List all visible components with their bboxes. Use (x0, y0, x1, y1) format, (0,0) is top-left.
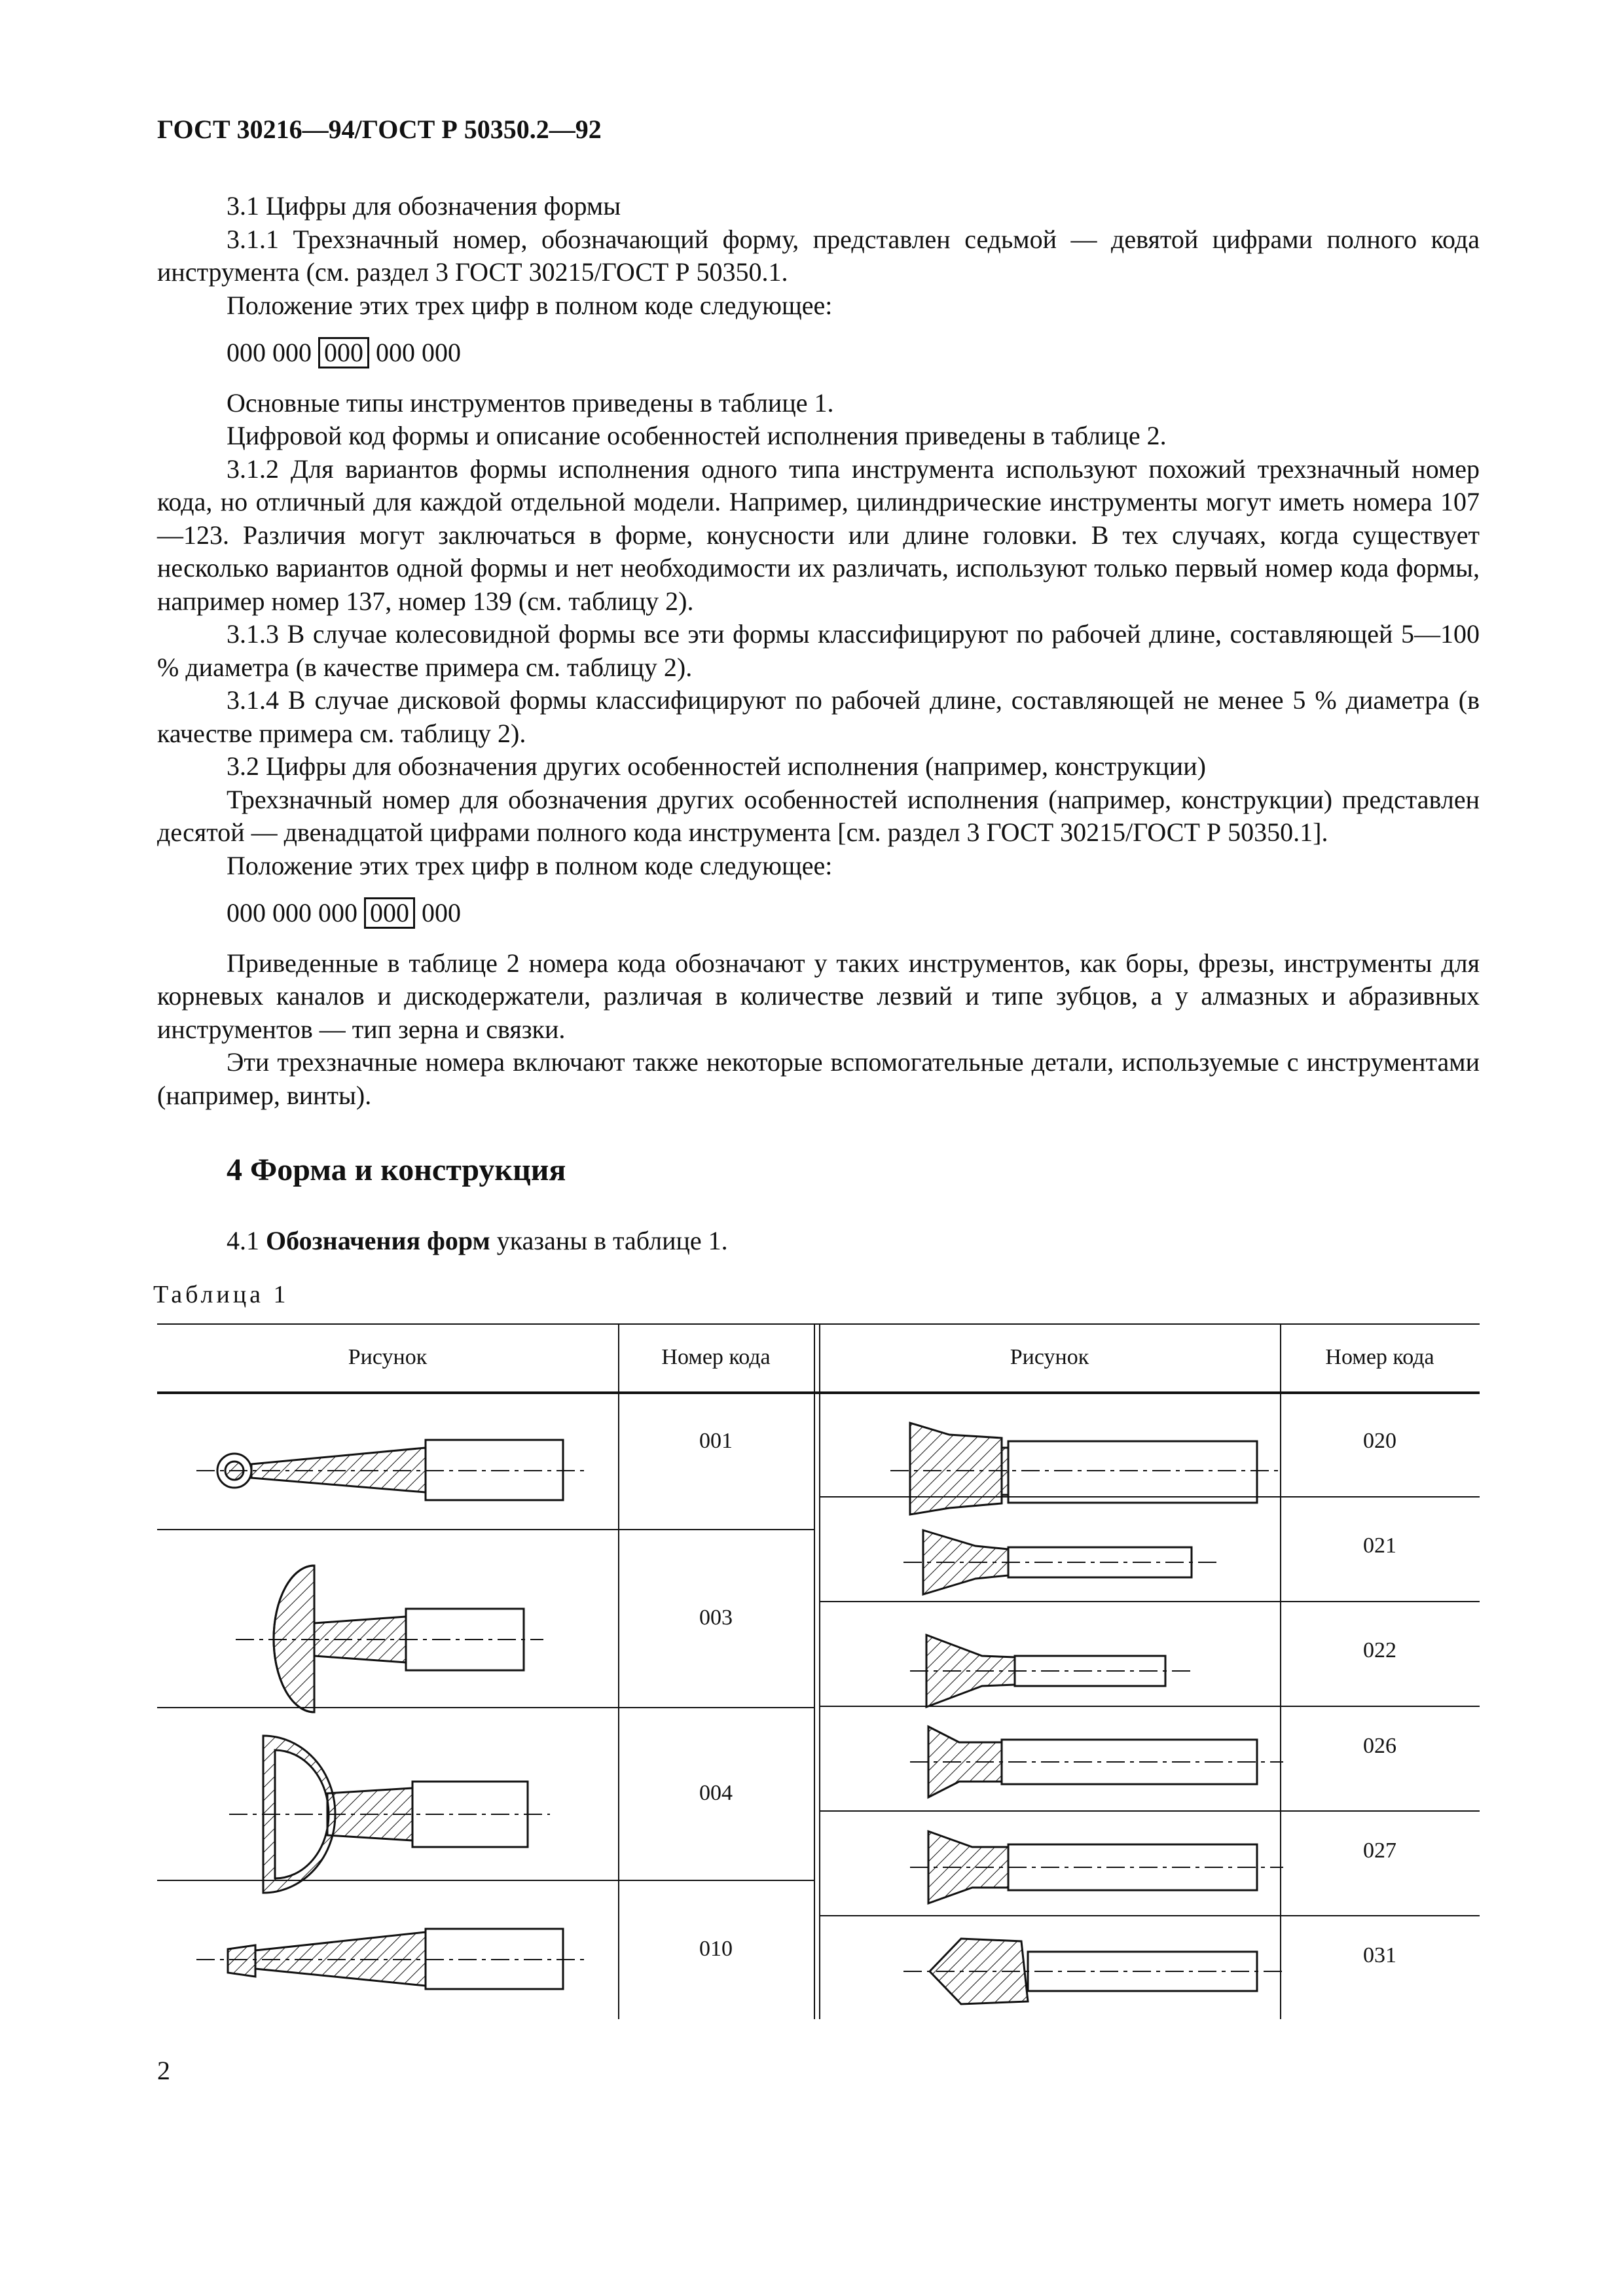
tool-003-drawing (236, 1566, 543, 1712)
tool-001-drawing (196, 1440, 589, 1500)
header-code: Номер кода (1325, 1345, 1434, 1369)
table-caption: Таблица 1 (153, 1281, 289, 1308)
tool-004-drawing (229, 1736, 550, 1893)
code-cell: 021 (1363, 1534, 1396, 1558)
code-cell: 010 (699, 1937, 733, 1961)
table-1 (157, 1323, 1480, 2019)
tool-031-drawing (903, 1939, 1283, 2004)
paragraph: 3.1 Цифры для обозначения формы (227, 191, 621, 221)
tool-drawings (157, 1323, 1480, 2019)
paragraph: 3.2 Цифры для обозначения других особенностей исполнения (например, конструкции) (227, 751, 1206, 781)
clause-4-1 (227, 1225, 728, 1256)
tool-027-drawing (910, 1831, 1283, 1903)
code-highlight: 000 (364, 897, 415, 929)
code-highlight: 000 (318, 337, 369, 368)
paragraph: 3.1.1 Трехзначный номер, обозначающий форму, представлен седьмой — девятой цифрами полного кода инструмента (см. раздел 3 ГОСТ 30215/ГОСТ Р 50350.1. (157, 224, 1480, 287)
code-position-1 (157, 336, 1480, 370)
clause-number: 4.1 (227, 1226, 259, 1255)
code-cell: 003 (699, 1605, 733, 1630)
paragraph: 3.1.2 Для вариантов формы исполнения одного типа инструмента используют похожий трехзначный номер кода, но отличный для каждой отдельной модели. Например, цилиндрические инструменты могут иметь номера 107—123. Различия могут заключаться в форме, конусности или длине головки. В тех случаях, когда существует несколько вариантов одной формы и нет необходимости их различать, используют только первый номер кода формы, например номер 137, номер 139 (см. таблицу 2). (157, 454, 1480, 616)
code-cell: 020 (1363, 1429, 1396, 1453)
body-text (157, 190, 1480, 1112)
clause-bold-term: Обозначения форм (266, 1226, 490, 1255)
code-position-2 (157, 897, 1480, 930)
page-number: 2 (157, 2056, 170, 2085)
paragraph: 3.1.3 В случае колесовидной формы все эти формы классифицируют по рабочей длине, составляющей 5—100 % диаметра (в качестве примера см. таблицу 2). (157, 619, 1480, 682)
tool-026-drawing (910, 1727, 1283, 1797)
document-header: ГОСТ 30216—94/ГОСТ Р 50350.2—92 (157, 115, 602, 144)
header-figure: Рисунок (1010, 1345, 1089, 1369)
code-cell: 004 (699, 1781, 733, 1805)
section-title: 4 Форма и конструкция (227, 1153, 566, 1187)
code-cell: 022 (1363, 1638, 1396, 1662)
header-figure: Рисунок (348, 1345, 428, 1369)
tool-010-drawing (196, 1929, 589, 1989)
tool-020-drawing (890, 1423, 1283, 1515)
code-cell: 001 (699, 1429, 733, 1453)
paragraph: 3.1.4 В случае дисковой формы классифицируют по рабочей длине, составляющей не менее 5 % диаметра (в качестве примера см. таблицу 2). (157, 685, 1480, 748)
code-suffix: 000 000 (376, 338, 461, 367)
paragraph: Основные типы инструментов приведены в таблице 1. (227, 387, 834, 418)
header-code: Номер кода (661, 1345, 771, 1369)
paragraph: Приведенные в таблице 2 номера кода обозначают у таких инструментов, как боры, фрезы, инструменты для корневых каналов и дискодержатели, различая в количестве лезвий и типе зубцов, а у алмазных и абразивных инструментов — тип зерна и связки. (157, 948, 1480, 1044)
code-suffix: 000 (422, 898, 461, 927)
paragraph: Положение этих трех цифр в полном коде следующее: (227, 290, 833, 320)
code-prefix: 000 000 000 (227, 898, 357, 927)
paragraph: Положение этих трех цифр в полном коде следующее: (227, 850, 833, 880)
code-prefix: 000 000 (227, 338, 312, 367)
tool-021-drawing (903, 1530, 1218, 1594)
code-cell: 031 (1363, 1943, 1396, 1967)
paragraph: Эти трехзначные номера включают также некоторые вспомогательные детали, используемые с инструментами (например, винты). (157, 1047, 1480, 1110)
clause-text: указаны в таблице 1. (496, 1226, 728, 1255)
paragraph: Трехзначный номер для обозначения других особенностей исполнения (например, конструкции) представлен десятой — двенадцатой цифрами полного кода инструмента [см. раздел 3 ГОСТ 30215/ГОСТ Р 50350.1]. (157, 784, 1480, 847)
paragraph: Цифровой код формы и описание особенностей исполнения приведены в таблице 2. (227, 421, 1167, 450)
code-cell: 027 (1363, 1839, 1396, 1863)
code-cell: 026 (1363, 1734, 1396, 1758)
tool-022-drawing (910, 1635, 1192, 1707)
